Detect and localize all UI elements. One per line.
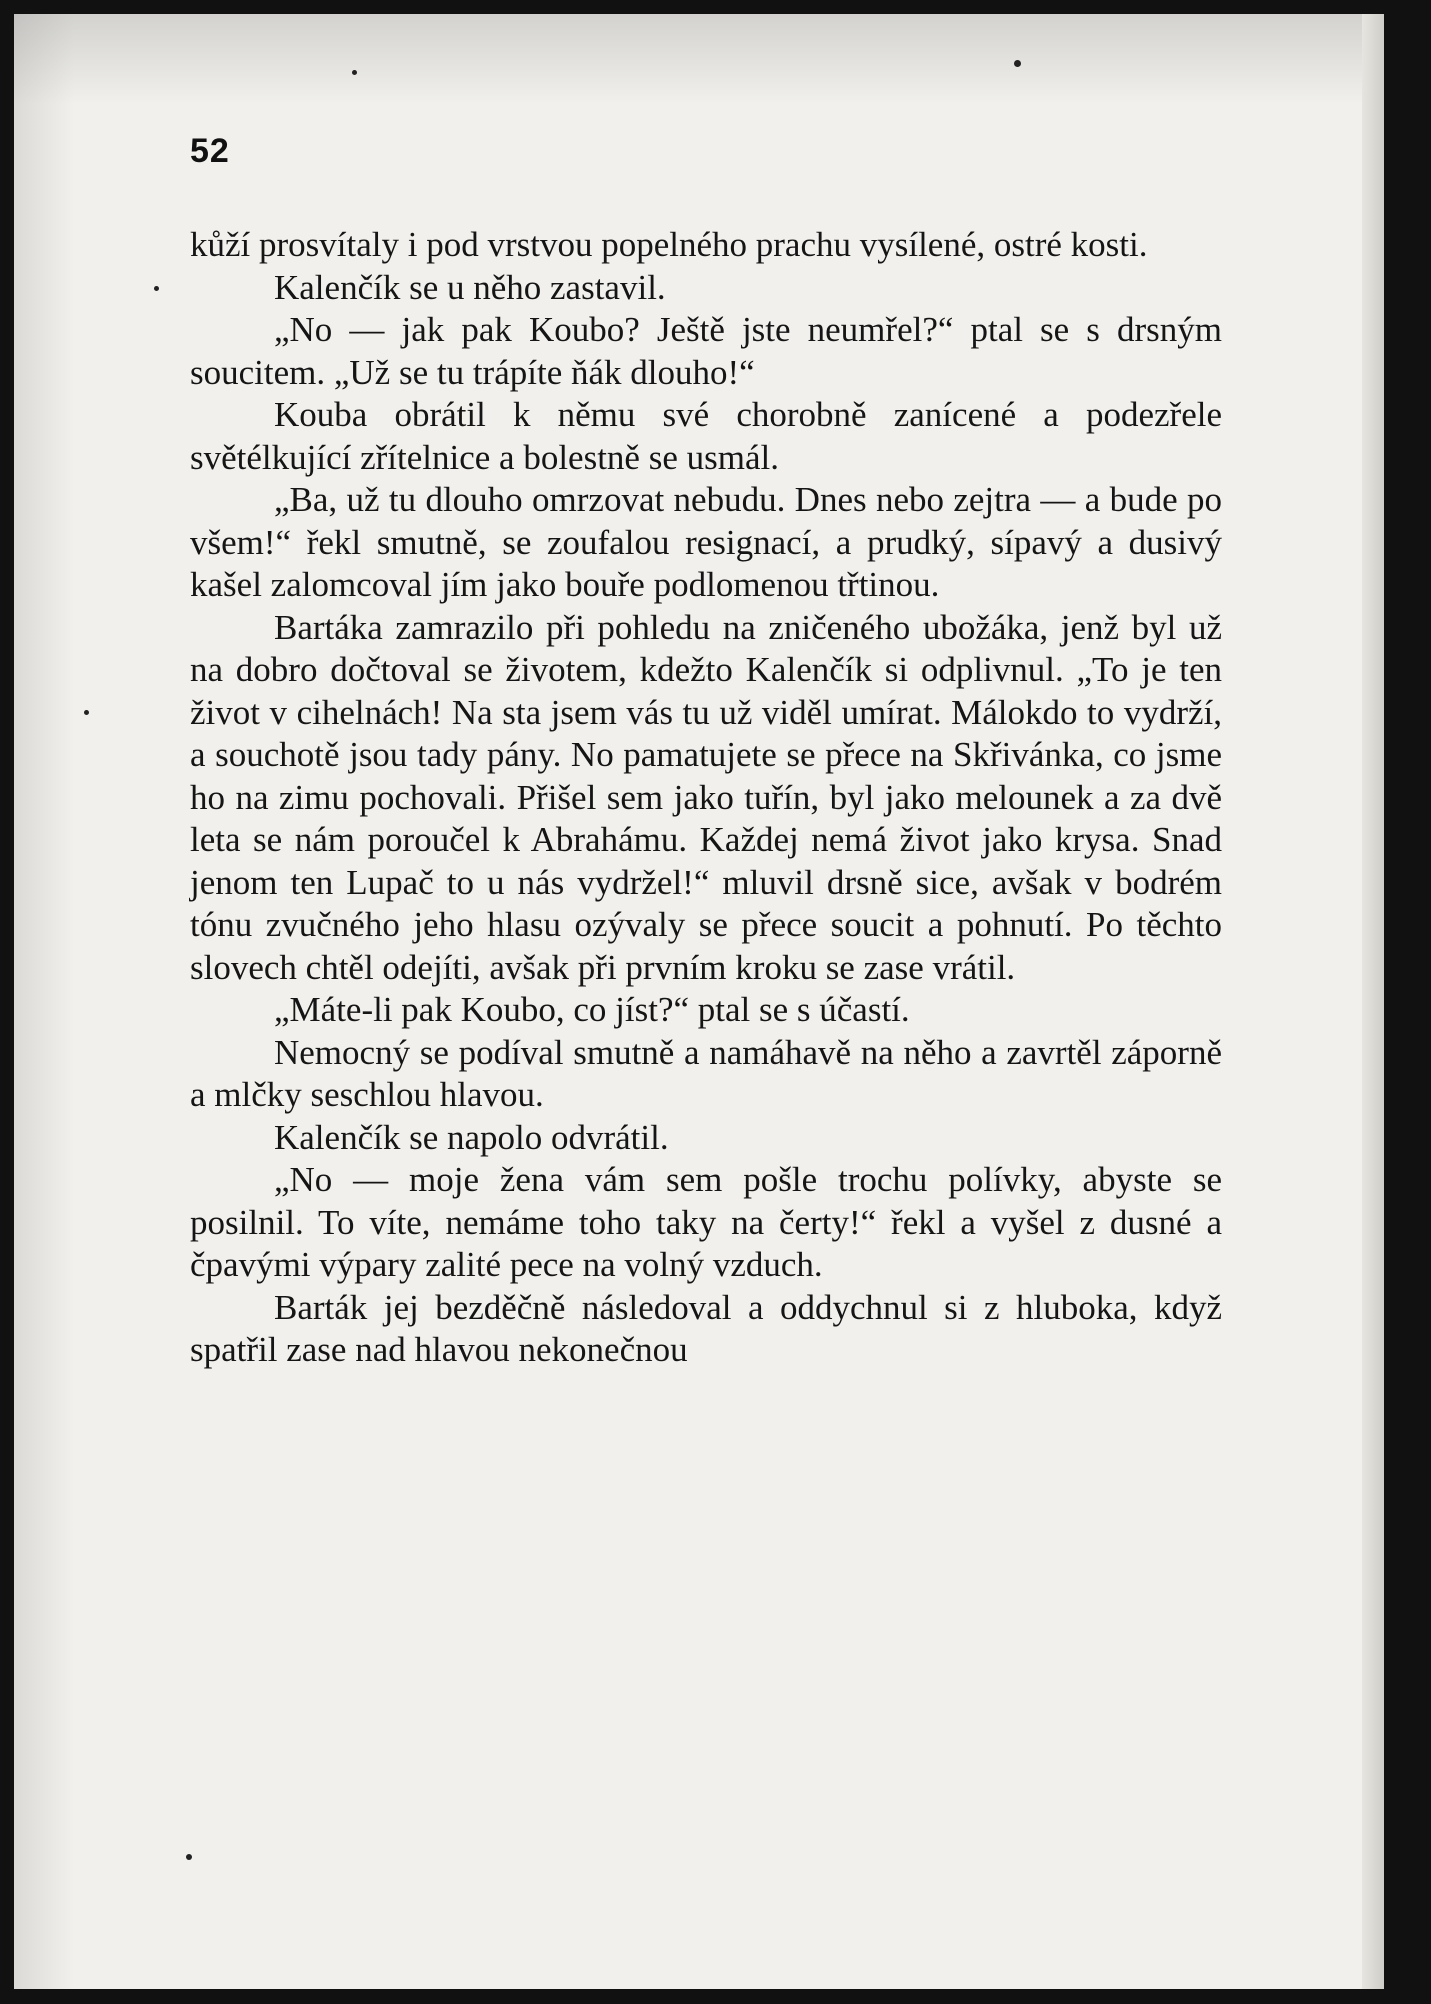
body-text <box>190 224 1222 1372</box>
scan-speck <box>186 1854 192 1860</box>
scan-speck <box>352 70 357 75</box>
paragraph: Nemocný se podíval smutně a namáhavě na něho a zavrtěl záporně a mlčky seschlou hlavou. <box>190 1032 1222 1114</box>
scan-speck <box>154 286 159 291</box>
paragraph: Kalenčík se u něho zastavil. <box>274 267 666 307</box>
paragraph: „No — jak pak Koubo? Ještě jste neumřel?“ ptal se s drsným soucitem. „Už se tu trápíte ňák dlouho!“ <box>190 310 1222 392</box>
paragraph: Bartáka zamrazilo při pohledu na zničeného ubožáka, jenž byl už na dobro dočtoval se životem, kdežto Kalenčík si odplivnul. „To je ten život v cihelnách! Na sta jsem vás tu už viděl umírat. Málokdo to vydrží, a souchotě jsou tady pány. No pamatujete se přece na Skřivánka, co jsme ho na zimu pochovali. Přišel sem jako tuřín, byl jako melounek a za dvě leta se nám poroučel k Abrahámu. Každej nemá život jako krysa. Snad jenom ten Lupač to u nás vydržel!“ mluvil drsně sice, avšak v bodrém tónu zvučného jeho hlasu ozývaly se přece soucit a pohnutí. Po těchto slovech chtěl odejíti, avšak při prvním kroku se zase vrátil. <box>190 607 1222 987</box>
page-number: 52 <box>190 132 230 170</box>
scan-speck <box>84 710 89 715</box>
paragraph: kůží prosvítaly i pod vrstvou popelného prachu vysílené, ostré kosti. <box>190 225 1148 264</box>
scan-speck <box>1014 60 1021 67</box>
paragraph: „No — moje žena vám sem pošle trochu polívky, abyste se posilnil. To víte, nemáme toho taky na čerty!“ řekl a vyšel z dusné a čpavými výpary zalité pece na volný vzduch. <box>190 1160 1222 1284</box>
scan-shadow-top <box>14 14 1384 104</box>
paragraph: Kouba obrátil k němu své chorobně zanícené a podezřele světélkující zřítelnice a bolestně se usmál. <box>190 395 1222 477</box>
scan-shadow-left <box>14 14 74 1989</box>
book-page <box>14 14 1384 1989</box>
paragraph: „Máte-li pak Koubo, co jíst?“ ptal se s účastí. <box>274 990 910 1029</box>
paragraph: „Ba, už tu dlouho omrzovat nebudu. Dnes nebo zejtra — a bude po všem!“ řekl smutně, se zoufalou resignací, a prudký, sípavý a dusivý kašel zalomcoval jím jako bouře podlomenou třtinou. <box>190 480 1222 604</box>
paragraph: Barták jej bezděčně následoval a oddychnul si z hluboka, když spatřil zase nad hlavou nekonečnou <box>190 1287 1222 1369</box>
scan-edge-right <box>1362 14 1384 1989</box>
paragraph: Kalenčík se napolo odvrátil. <box>274 1117 669 1157</box>
